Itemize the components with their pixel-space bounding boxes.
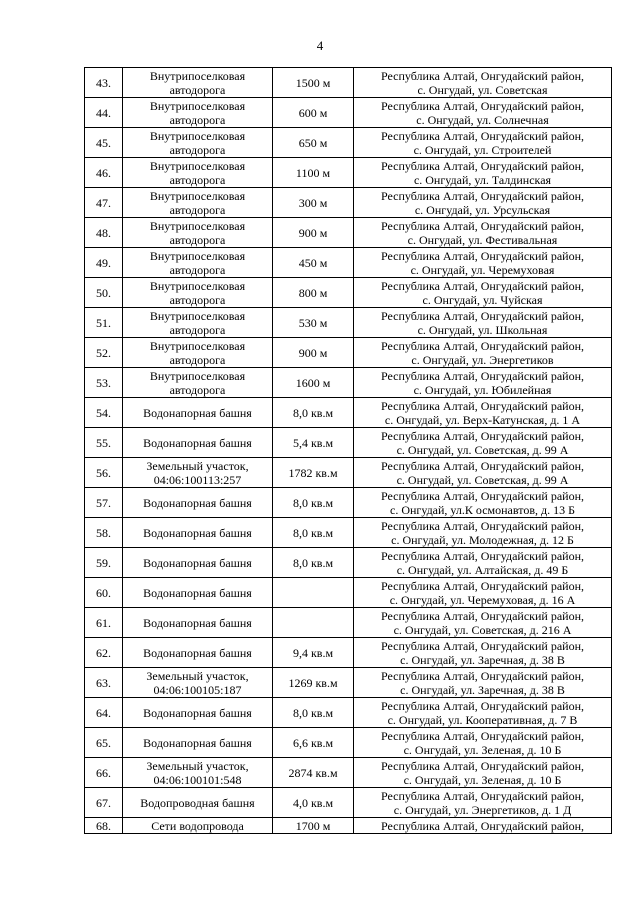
object-name-line-1: Внутрипоселковая (149, 188, 246, 203)
object-address-cell (354, 758, 612, 788)
table-row (85, 578, 612, 608)
object-name-line-1: Земельный участок, (146, 668, 249, 683)
object-address-cell (354, 218, 612, 248)
object-address-cell (354, 248, 612, 278)
row-number-cell: 47. (85, 188, 123, 218)
address-line-2: с. Онгудай, ул. Кооперативная, д. 7 В (387, 712, 578, 727)
object-address-cell (354, 578, 612, 608)
object-size-cell: 2874 кв.м (273, 758, 354, 788)
object-size-cell: 9,4 кв.м (273, 638, 354, 668)
table-row (85, 158, 612, 188)
object-name-line-1: Водопроводная башня (140, 795, 255, 810)
object-size-cell: 8,0 кв.м (273, 698, 354, 728)
object-address-cell (354, 428, 612, 458)
object-size-cell: 8,0 кв.м (273, 518, 354, 548)
object-name-cell (123, 758, 273, 788)
object-name-cell (123, 338, 273, 368)
address-line-2: с. Онгудай, ул. Фестивальная (407, 232, 558, 247)
object-address-cell (354, 548, 612, 578)
address-line-2: с. Онгудай, ул. Черемуховая (410, 262, 555, 277)
table-row (85, 818, 612, 834)
object-address-cell (354, 698, 612, 728)
address-line-1: Республика Алтай, Онгудайский район, (381, 728, 584, 743)
object-name-cell (123, 578, 273, 608)
object-name-line-2: автодорога (169, 382, 226, 397)
row-number-cell: 49. (85, 248, 123, 278)
row-number-cell: 52. (85, 338, 123, 368)
address-line-2: с. Онгудай, ул. Школьная (417, 322, 548, 337)
object-name-line-2: автодорога (169, 172, 226, 187)
object-size-cell: 800 м (273, 278, 354, 308)
address-line-1: Республика Алтай, Онгудайский район, (381, 128, 584, 143)
object-name-line-1: Внутрипоселковая (149, 368, 246, 383)
object-size-cell: 530 м (273, 308, 354, 338)
object-address-cell (354, 278, 612, 308)
object-address-cell (354, 308, 612, 338)
object-name-line-1: Внутрипоселковая (149, 338, 246, 353)
table-row (85, 218, 612, 248)
address-line-1: Республика Алтай, Онгудайский район, (381, 698, 584, 713)
table-row (85, 398, 612, 428)
row-number-cell: 44. (85, 98, 123, 128)
table-row (85, 338, 612, 368)
address-line-2: с. Онгудай, ул.К осмонавтов, д. 13 Б (390, 502, 575, 517)
table-row (85, 188, 612, 218)
object-address-cell (354, 128, 612, 158)
object-address-cell (354, 338, 612, 368)
table-row (85, 248, 612, 278)
object-address-cell (354, 728, 612, 758)
row-number-cell: 67. (85, 788, 123, 818)
table-row (85, 488, 612, 518)
object-name-cell (123, 248, 273, 278)
object-address-cell (354, 638, 612, 668)
object-size-cell: 8,0 кв.м (273, 548, 354, 578)
row-number-cell: 43. (85, 68, 123, 98)
address-line-1: Республика Алтай, Онгудайский район, (381, 518, 584, 533)
object-name-cell (123, 188, 273, 218)
table-row (85, 368, 612, 398)
table-row (85, 548, 612, 578)
object-name-line-1: Внутрипоселковая (149, 98, 246, 113)
object-name-line-2: автодорога (169, 322, 226, 337)
object-name-line-1: Внутрипоселковая (149, 308, 246, 323)
address-line-1: Республика Алтай, Онгудайский район, (381, 248, 584, 263)
address-line-2: с. Онгудай, ул. Талдинская (413, 172, 552, 187)
object-name-cell (123, 668, 273, 698)
table-row (85, 98, 612, 128)
address-line-2: с. Онгудай, ул. Алтайская, д. 49 Б (396, 562, 569, 577)
object-name-line-2: 04:06:100113:257 (153, 472, 242, 487)
object-name-line-1: Водонапорная башня (143, 555, 252, 570)
address-line-1: Республика Алтай, Онгудайский район, (381, 788, 584, 803)
object-size-cell (273, 578, 354, 608)
row-number-cell: 60. (85, 578, 123, 608)
table-row (85, 308, 612, 338)
object-name-cell (123, 218, 273, 248)
address-line-1: Республика Алтай, Онгудайский район, (381, 548, 584, 563)
table-row (85, 668, 612, 698)
object-size-cell: 5,4 кв.м (273, 428, 354, 458)
address-line-2: с. Онгудай, ул. Урсульская (414, 202, 551, 217)
object-name-cell (123, 788, 273, 818)
row-number-cell: 57. (85, 488, 123, 518)
object-name-cell (123, 818, 273, 834)
object-address-cell (354, 188, 612, 218)
object-name-line-2: автодорога (169, 262, 226, 277)
object-name-line-2: автодорога (169, 112, 226, 127)
address-line-2: с. Онгудай, ул. Энергетиков (411, 352, 554, 367)
object-name-line-1: Внутрипоселковая (149, 158, 246, 173)
object-name-line-1: Земельный участок, (146, 458, 249, 473)
object-name-line-1: Водонапорная башня (143, 615, 252, 630)
object-address-cell (354, 98, 612, 128)
object-address-cell (354, 158, 612, 188)
address-line-2: с. Онгудай, ул. Зеленая, д. 10 Б (403, 742, 562, 757)
object-name-line-2: автодорога (169, 352, 226, 367)
row-number-cell: 53. (85, 368, 123, 398)
object-name-line-2: автодорога (169, 202, 226, 217)
address-line-1: Республика Алтай, Онгудайский район, (381, 428, 584, 443)
object-name-line-2: 04:06:100101:548 (153, 772, 242, 787)
object-name-cell (123, 398, 273, 428)
object-size-cell: 1269 кв.м (273, 668, 354, 698)
address-line-2: с. Онгудай, ул. Зеленая, д. 10 Б (403, 772, 562, 787)
object-name-line-1: Водонапорная башня (143, 405, 252, 420)
address-line-1: Республика Алтай, Онгудайский район, (381, 578, 584, 593)
table-row (85, 698, 612, 728)
table-row (85, 278, 612, 308)
object-name-line-1: Внутрипоселковая (149, 68, 246, 83)
object-name-cell (123, 308, 273, 338)
object-size-cell: 450 м (273, 248, 354, 278)
object-name-cell (123, 488, 273, 518)
address-line-1: Республика Алтай, Онгудайский район, (381, 308, 584, 323)
object-name-cell (123, 98, 273, 128)
object-name-cell (123, 368, 273, 398)
row-number-cell: 56. (85, 458, 123, 488)
object-address-cell (354, 518, 612, 548)
address-line-1: Республика Алтай, Онгудайский район, (381, 98, 584, 113)
row-number-cell: 63. (85, 668, 123, 698)
object-address-cell (354, 68, 612, 98)
address-line-1: Республика Алтай, Онгудайский район, (381, 338, 584, 353)
object-size-cell: 8,0 кв.м (273, 488, 354, 518)
row-number-cell: 55. (85, 428, 123, 458)
row-number-cell: 46. (85, 158, 123, 188)
row-number-cell: 61. (85, 608, 123, 638)
object-size-cell: 4,0 кв.м (273, 788, 354, 818)
address-line-2: с. Онгудай, ул. Молодежная, д. 12 Б (391, 532, 574, 547)
object-name-line-1: Внутрипоселковая (149, 278, 246, 293)
object-size-cell: 300 м (273, 188, 354, 218)
row-number-cell: 50. (85, 278, 123, 308)
object-name-cell (123, 608, 273, 638)
address-line-1: Республика Алтай, Онгудайский район, (381, 218, 584, 233)
row-number-cell: 45. (85, 128, 123, 158)
table-row (85, 788, 612, 818)
row-number-cell: 68. (85, 818, 123, 834)
object-address-cell (354, 788, 612, 818)
object-size-cell: 1100 м (273, 158, 354, 188)
object-name-line-2: автодорога (169, 292, 226, 307)
address-line-2: с. Онгудай, ул. Энергетиков, д. 1 Д (393, 802, 572, 817)
address-line-2: с. Онгудай, ул. Заречная, д. 38 В (400, 682, 565, 697)
object-size-cell: 1700 м (273, 818, 354, 834)
row-number-cell: 62. (85, 638, 123, 668)
table-row (85, 518, 612, 548)
address-line-1: Республика Алтай, Онгудайский район, (381, 68, 584, 83)
row-number-cell: 58. (85, 518, 123, 548)
table-row (85, 638, 612, 668)
table-row (85, 128, 612, 158)
address-line-2: с. Онгудай, ул. Солнечная (416, 112, 549, 127)
object-size-cell: 8,0 кв.м (273, 398, 354, 428)
address-line-1: Республика Алтай, Онгудайский район, (381, 458, 584, 473)
table-row (85, 458, 612, 488)
address-line-1: Республика Алтай, Онгудайский район, (381, 668, 584, 683)
address-line-1: Республика Алтай, Онгудайский район, (381, 488, 584, 503)
table-row (85, 428, 612, 458)
object-name-line-1: Внутрипоселковая (149, 128, 246, 143)
object-name-line-2: автодорога (169, 232, 226, 247)
address-line-2: с. Онгудай, ул. Черемуховая, д. 16 А (389, 592, 576, 607)
address-line-1: Республика Алтай, Онгудайский район, (381, 278, 584, 293)
table-row (85, 608, 612, 638)
row-number-cell: 65. (85, 728, 123, 758)
object-size-cell: 900 м (273, 338, 354, 368)
row-number-cell: 54. (85, 398, 123, 428)
address-line-1: Республика Алтай, Онгудайский район, (381, 758, 584, 773)
object-size-cell (273, 608, 354, 638)
registry-table-body (85, 68, 612, 834)
object-size-cell: 900 м (273, 218, 354, 248)
object-address-cell (354, 608, 612, 638)
object-name-cell (123, 728, 273, 758)
address-line-2: с. Онгудай, ул. Советская (417, 82, 548, 97)
object-name-line-1: Водонапорная башня (143, 735, 252, 750)
object-name-cell (123, 518, 273, 548)
object-name-line-1: Внутрипоселковая (149, 248, 246, 263)
object-size-cell: 1782 кв.м (273, 458, 354, 488)
object-address-cell (354, 458, 612, 488)
object-name-line-1: Внутрипоселковая (149, 218, 246, 233)
object-size-cell: 650 м (273, 128, 354, 158)
object-name-line-1: Сети водопровода (151, 819, 244, 833)
address-line-1: Республика Алтай, Онгудайский район, (381, 638, 584, 653)
row-number-cell: 64. (85, 698, 123, 728)
object-name-line-1: Водонапорная башня (143, 435, 252, 450)
object-name-line-1: Водонапорная башня (143, 645, 252, 660)
object-name-cell (123, 128, 273, 158)
address-line-2: с. Онгудай, ул. Строителей (413, 142, 552, 157)
object-name-line-2: 04:06:100105:187 (153, 682, 242, 697)
table-row (85, 758, 612, 788)
object-size-cell: 6,6 кв.м (273, 728, 354, 758)
row-number-cell: 66. (85, 758, 123, 788)
object-size-cell: 1600 м (273, 368, 354, 398)
object-address-cell (354, 488, 612, 518)
table-row (85, 728, 612, 758)
object-name-cell (123, 638, 273, 668)
page-number: 4 (316, 38, 324, 53)
table-row (85, 68, 612, 98)
address-line-2: с. Онгудай, ул. Заречная, д. 38 В (400, 652, 565, 667)
object-name-line-1: Водонапорная башня (143, 585, 252, 600)
object-name-cell (123, 698, 273, 728)
object-address-cell (354, 368, 612, 398)
address-line-1: Республика Алтай, Онгудайский район, (381, 819, 584, 833)
address-line-2: с. Онгудай, ул. Юбилейная (413, 382, 552, 397)
object-address-cell (354, 818, 612, 834)
object-size-cell: 1500 м (273, 68, 354, 98)
row-number-cell: 59. (85, 548, 123, 578)
object-name-cell (123, 278, 273, 308)
object-name-cell (123, 548, 273, 578)
row-number-cell: 51. (85, 308, 123, 338)
object-name-cell (123, 428, 273, 458)
object-address-cell (354, 398, 612, 428)
object-address-cell (354, 668, 612, 698)
address-line-1: Республика Алтай, Онгудайский район, (381, 158, 584, 173)
address-line-1: Республика Алтай, Онгудайский район, (381, 398, 584, 413)
address-line-2: с. Онгудай, ул. Верх-Катунская, д. 1 А (384, 412, 581, 427)
object-name-line-2: автодорога (169, 142, 226, 157)
property-registry-table (84, 67, 612, 834)
address-line-2: с. Онгудай, ул. Советская, д. 99 А (396, 442, 569, 457)
object-name-line-1: Водонапорная башня (143, 705, 252, 720)
object-name-line-1: Земельный участок, (146, 758, 249, 773)
address-line-1: Республика Алтай, Онгудайский район, (381, 368, 584, 383)
object-name-cell (123, 158, 273, 188)
address-line-2: с. Онгудай, ул. Советская, д. 99 А (396, 472, 569, 487)
object-name-cell (123, 458, 273, 488)
object-size-cell: 600 м (273, 98, 354, 128)
row-number-cell: 48. (85, 218, 123, 248)
object-name-cell (123, 68, 273, 98)
object-name-line-1: Водонапорная башня (143, 525, 252, 540)
address-line-2: с. Онгудай, ул. Чуйская (422, 292, 543, 307)
object-name-line-1: Водонапорная башня (143, 495, 252, 510)
address-line-2: с. Онгудай, ул. Советская, д. 216 А (393, 622, 572, 637)
address-line-1: Республика Алтай, Онгудайский район, (381, 608, 584, 623)
object-name-line-2: автодорога (169, 82, 226, 97)
address-line-1: Республика Алтай, Онгудайский район, (381, 188, 584, 203)
